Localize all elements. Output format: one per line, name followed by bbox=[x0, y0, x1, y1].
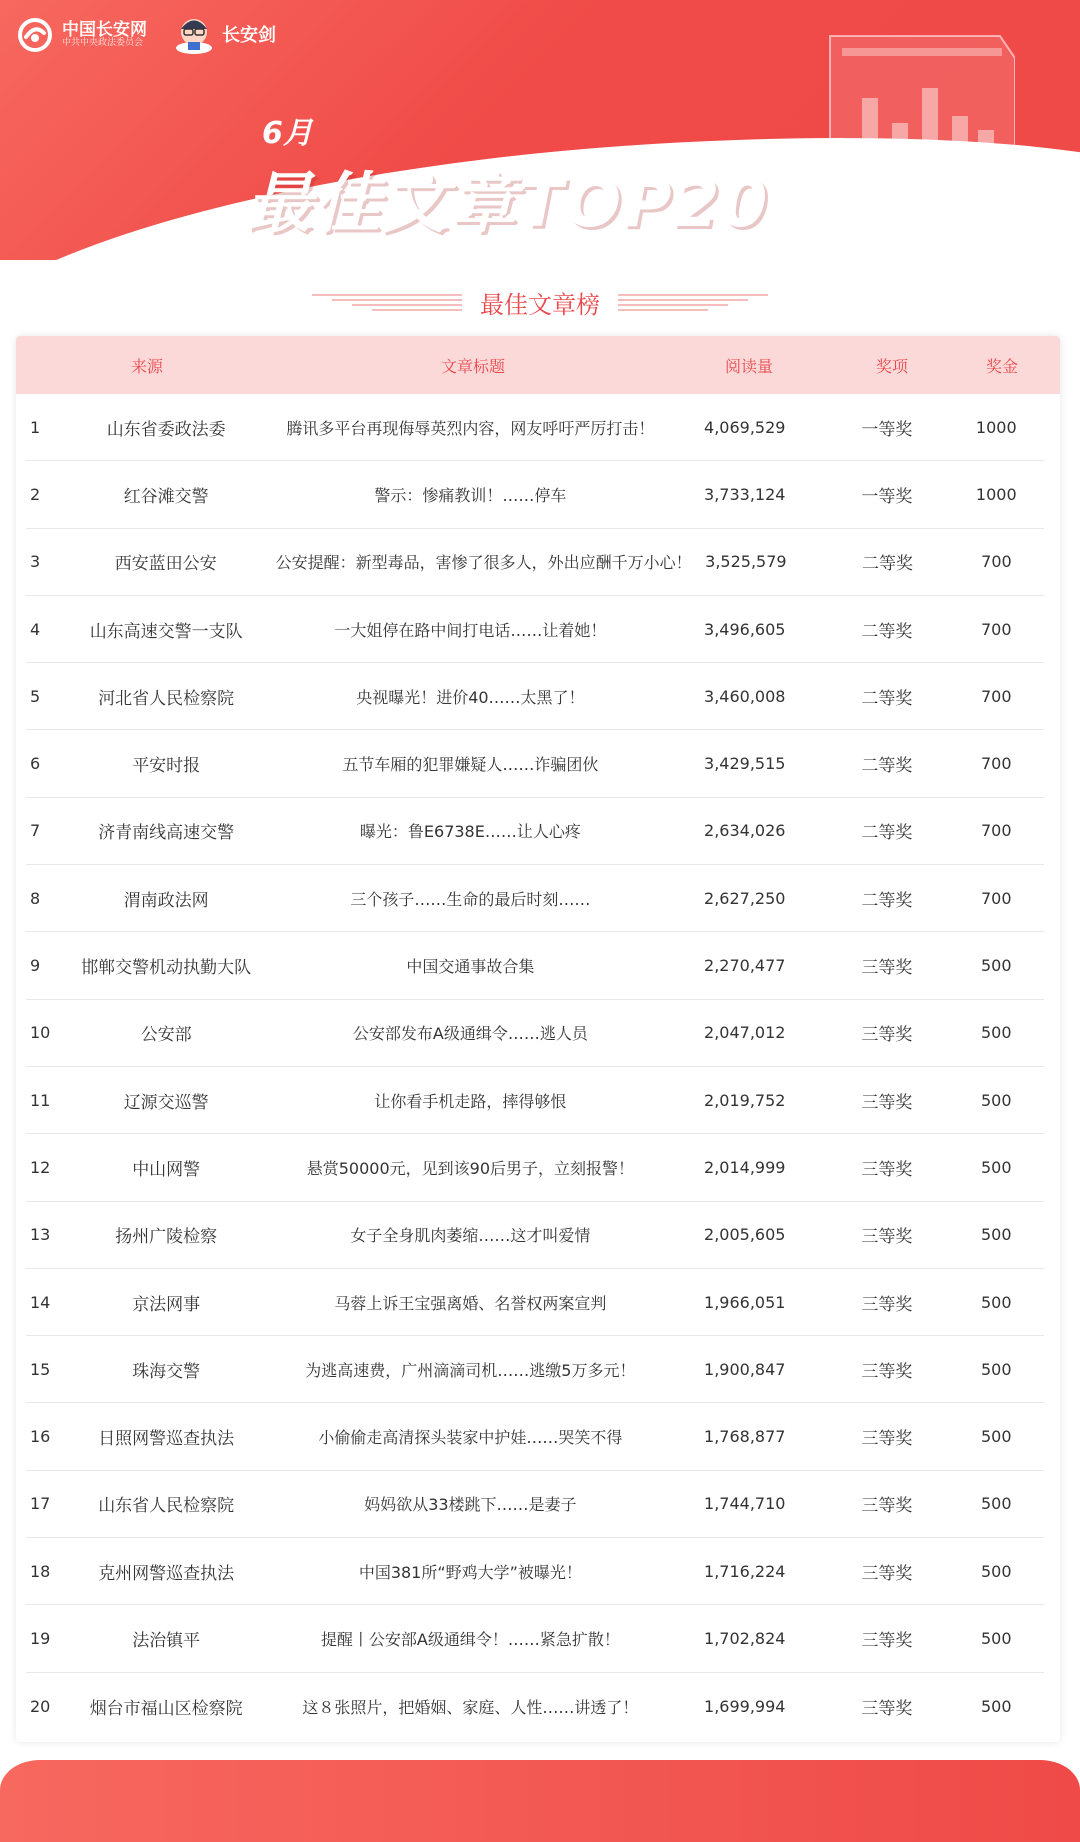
table-row[interactable] bbox=[26, 1673, 1044, 1740]
money-cell: 500 bbox=[980, 1359, 1012, 1379]
header-banner bbox=[0, 0, 1080, 260]
column-header-title: 文章标题 bbox=[440, 356, 505, 376]
money-cell: 500 bbox=[980, 956, 1012, 976]
column-header-source: 来源 bbox=[130, 356, 163, 376]
table-row[interactable] bbox=[26, 461, 1044, 528]
prize-cell: 三等奖 bbox=[861, 1227, 913, 1248]
reads-cell: 1,699,994 bbox=[704, 1696, 786, 1716]
reads-cell: 2,627,250 bbox=[704, 888, 786, 908]
article-title-cell[interactable]: 中国381所“野鸡大学”被曝光！ bbox=[358, 1562, 582, 1582]
prize-cell: 三等奖 bbox=[861, 1025, 913, 1046]
rank-cell: 3 bbox=[30, 552, 41, 572]
source-cell: 烟台市福山区检察院 bbox=[89, 1698, 243, 1719]
rank-cell: 9 bbox=[30, 956, 41, 976]
page-title: 最佳文章TOP20 bbox=[246, 165, 770, 242]
rank-cell: 10 bbox=[30, 1023, 51, 1043]
changan-logo-icon bbox=[18, 18, 52, 52]
reads-cell: 1,702,824 bbox=[704, 1628, 786, 1648]
article-title-cell[interactable]: 一大姐停在路中间打电话……让着她！ bbox=[334, 620, 607, 640]
article-title-cell[interactable]: 公安提醒：新型毒品，害惨了很多人，外出应酬千万小心！ bbox=[275, 553, 692, 573]
money-cell: 1000 bbox=[975, 417, 1017, 437]
bar-chart-decoration-icon bbox=[800, 18, 1015, 178]
source-cell: 平安时报 bbox=[132, 756, 201, 777]
prize-cell: 二等奖 bbox=[861, 621, 913, 642]
money-cell: 500 bbox=[980, 1561, 1012, 1581]
article-title-cell[interactable]: 妈妈欲从33楼跳下……是妻子 bbox=[364, 1495, 577, 1515]
source-cell: 中山网警 bbox=[132, 1159, 201, 1180]
money-cell: 500 bbox=[980, 1696, 1012, 1716]
source-cell: 西安蓝田公安 bbox=[114, 554, 217, 575]
rank-cell: 19 bbox=[30, 1628, 51, 1648]
source-cell: 辽源交巡警 bbox=[123, 1092, 209, 1113]
table-row[interactable] bbox=[26, 1336, 1044, 1403]
source-cell: 山东高速交警一支队 bbox=[89, 621, 243, 642]
money-cell: 700 bbox=[980, 686, 1012, 706]
right-lines-decoration-icon bbox=[618, 290, 768, 314]
rank-cell: 5 bbox=[30, 686, 41, 706]
rank-cell: 14 bbox=[30, 1292, 51, 1312]
section-heading bbox=[0, 282, 1080, 322]
table-row[interactable] bbox=[26, 865, 1044, 932]
prize-cell: 二等奖 bbox=[861, 688, 913, 709]
money-cell: 700 bbox=[980, 821, 1012, 841]
source-cell: 山东省人民检察院 bbox=[98, 1496, 235, 1517]
article-title-cell[interactable]: 中国交通事故合集 bbox=[406, 957, 535, 977]
source-cell: 扬州广陵检察 bbox=[115, 1227, 218, 1248]
prize-cell: 三等奖 bbox=[861, 1429, 913, 1450]
table-row[interactable] bbox=[26, 1000, 1044, 1067]
table-row[interactable] bbox=[26, 1538, 1044, 1605]
money-cell: 500 bbox=[980, 1023, 1012, 1043]
rank-cell: 11 bbox=[30, 1090, 51, 1110]
reads-cell: 3,525,579 bbox=[705, 552, 787, 572]
source-cell: 法治镇平 bbox=[132, 1630, 201, 1651]
reads-cell: 1,966,051 bbox=[704, 1292, 786, 1312]
prize-cell: 二等奖 bbox=[862, 554, 913, 575]
money-cell: 700 bbox=[980, 619, 1012, 639]
money-cell: 500 bbox=[980, 1494, 1012, 1514]
column-header-reads: 阅读量 bbox=[724, 356, 773, 376]
rank-cell: 6 bbox=[30, 754, 41, 774]
article-title-cell[interactable]: 小偷偷走高清探头装家中护娃……哭笑不得 bbox=[318, 1428, 623, 1448]
section-title: 最佳文章榜 bbox=[480, 290, 600, 319]
article-title-cell[interactable]: 公安部发布A级通缉令……逃人员 bbox=[352, 1024, 588, 1044]
table-row[interactable] bbox=[26, 394, 1044, 461]
money-cell: 700 bbox=[980, 888, 1012, 908]
reads-cell: 2,014,999 bbox=[704, 1157, 786, 1177]
rank-cell: 4 bbox=[30, 619, 41, 639]
article-title-cell[interactable]: 央视曝光！进价40……太黑了！ bbox=[356, 687, 585, 707]
rank-cell: 7 bbox=[30, 821, 41, 841]
article-title-cell[interactable]: 曝光：鲁E6738E……让人心疼 bbox=[359, 822, 581, 842]
brand[interactable] bbox=[18, 18, 147, 52]
left-lines-decoration-icon bbox=[312, 290, 462, 314]
rank-cell: 2 bbox=[30, 484, 41, 504]
month-label: 6月 bbox=[262, 116, 313, 151]
prize-cell: 一等奖 bbox=[861, 486, 913, 507]
prize-cell: 三等奖 bbox=[861, 1496, 913, 1517]
mascot-name: 长安剑 bbox=[222, 25, 276, 46]
reads-cell: 3,733,124 bbox=[704, 484, 786, 504]
changanjian-brand[interactable] bbox=[172, 14, 276, 54]
reads-cell: 3,429,515 bbox=[704, 754, 786, 774]
reads-cell: 3,460,008 bbox=[704, 686, 786, 706]
brand-subtitle: 中共中央政法委员会 bbox=[62, 38, 144, 49]
prize-cell: 一等奖 bbox=[861, 419, 913, 440]
prize-cell: 二等奖 bbox=[861, 756, 913, 777]
source-cell: 珠海交警 bbox=[132, 1361, 201, 1382]
article-title-cell[interactable]: 警示：惨痛教训！……停车 bbox=[374, 485, 567, 505]
prize-cell: 三等奖 bbox=[861, 1698, 913, 1719]
prize-cell: 二等奖 bbox=[861, 823, 913, 844]
rank-cell: 8 bbox=[30, 888, 41, 908]
rank-cell: 15 bbox=[30, 1359, 51, 1379]
brand-name: 中国长安网 bbox=[62, 19, 147, 40]
money-cell: 500 bbox=[980, 1427, 1012, 1447]
rank-cell: 20 bbox=[30, 1696, 51, 1716]
prize-cell: 三等奖 bbox=[861, 958, 913, 979]
prize-cell: 三等奖 bbox=[861, 1159, 913, 1180]
reads-cell: 2,005,605 bbox=[704, 1225, 786, 1245]
column-header-money: 奖金 bbox=[985, 356, 1018, 376]
table-row[interactable] bbox=[26, 1134, 1044, 1201]
column-header-prize: 奖项 bbox=[875, 356, 908, 376]
article-title-cell[interactable]: 这８张照片，把婚姻、家庭、人性……讲透了！ bbox=[302, 1697, 639, 1717]
money-cell: 700 bbox=[981, 552, 1012, 572]
reads-cell: 2,634,026 bbox=[704, 821, 786, 841]
money-cell: 1000 bbox=[975, 484, 1017, 504]
article-title-cell[interactable]: 让你看手机走路，摔得够恨 bbox=[374, 1091, 567, 1111]
prize-cell: 三等奖 bbox=[861, 1092, 913, 1113]
table-row[interactable] bbox=[26, 596, 1044, 663]
reads-cell: 1,900,847 bbox=[704, 1359, 786, 1379]
prize-cell: 三等奖 bbox=[861, 1294, 913, 1315]
prize-cell: 二等奖 bbox=[861, 890, 913, 911]
ranking-table bbox=[16, 336, 1060, 1742]
article-title-cell[interactable]: 腾讯多平台再现侮辱英烈内容，网友呼吁严厉打击！ bbox=[286, 418, 655, 438]
table-row[interactable] bbox=[26, 1067, 1044, 1134]
money-cell: 500 bbox=[980, 1292, 1012, 1312]
table-header bbox=[16, 336, 1060, 394]
source-cell: 邯郸交警机动执勤大队 bbox=[81, 958, 252, 979]
table-row[interactable] bbox=[26, 529, 1044, 596]
reads-cell: 1,744,710 bbox=[704, 1494, 786, 1514]
prize-cell: 三等奖 bbox=[861, 1630, 913, 1651]
source-cell: 京法网事 bbox=[132, 1294, 201, 1315]
footer-banner bbox=[0, 1760, 1080, 1842]
prize-cell: 三等奖 bbox=[861, 1361, 913, 1382]
source-cell: 河北省人民检察院 bbox=[98, 688, 235, 709]
reads-cell: 1,716,224 bbox=[704, 1561, 786, 1581]
source-cell: 日照网警巡查执法 bbox=[98, 1429, 235, 1450]
table-row[interactable] bbox=[26, 1403, 1044, 1470]
source-cell: 渭南政法网 bbox=[123, 890, 209, 911]
table-row[interactable] bbox=[26, 663, 1044, 730]
table-row[interactable] bbox=[26, 1605, 1044, 1672]
article-title-cell[interactable]: 为逃高速费，广州滴滴司机……逃缴5万多元！ bbox=[305, 1360, 636, 1380]
prize-cell: 三等奖 bbox=[861, 1563, 913, 1584]
source-cell: 济青南线高速交警 bbox=[98, 823, 235, 844]
source-cell: 公安部 bbox=[140, 1025, 192, 1046]
table-row[interactable] bbox=[26, 1202, 1044, 1269]
source-cell: 红谷滩交警 bbox=[123, 486, 209, 507]
table-body bbox=[16, 394, 1060, 1740]
article-title-cell[interactable]: 三个孩子……生命的最后时刻…… bbox=[350, 889, 591, 909]
article-title-cell[interactable]: 马蓉上诉王宝强离婚、名誉权两案宣判 bbox=[334, 1293, 607, 1313]
rank-cell: 12 bbox=[30, 1157, 51, 1177]
reads-cell: 1,768,877 bbox=[704, 1427, 786, 1447]
rank-cell: 18 bbox=[30, 1561, 51, 1581]
rank-cell: 1 bbox=[30, 417, 41, 437]
source-cell: 克州网警巡查执法 bbox=[98, 1563, 235, 1584]
money-cell: 500 bbox=[980, 1157, 1012, 1177]
table-row[interactable] bbox=[26, 730, 1044, 797]
article-title-cell[interactable]: 提醒丨公安部A级通缉令！……紧急扩散！ bbox=[320, 1629, 620, 1649]
reads-cell: 4,069,529 bbox=[704, 417, 786, 437]
reads-cell: 3,496,605 bbox=[704, 619, 786, 639]
rank-cell: 17 bbox=[30, 1494, 51, 1514]
money-cell: 500 bbox=[980, 1225, 1012, 1245]
article-title-cell[interactable]: 女子全身肌肉萎缩……这才叫爱情 bbox=[350, 1226, 591, 1246]
money-cell: 500 bbox=[980, 1090, 1012, 1110]
rank-cell: 16 bbox=[30, 1427, 51, 1447]
money-cell: 500 bbox=[980, 1628, 1012, 1648]
table-row[interactable] bbox=[26, 1471, 1044, 1538]
source-cell: 山东省委政法委 bbox=[106, 419, 226, 440]
rank-cell: 13 bbox=[30, 1225, 51, 1245]
reads-cell: 2,270,477 bbox=[704, 956, 786, 976]
mascot-avatar-icon bbox=[172, 14, 216, 54]
reads-cell: 2,019,752 bbox=[704, 1090, 786, 1110]
table-row[interactable] bbox=[26, 1269, 1044, 1336]
table-row[interactable] bbox=[26, 932, 1044, 999]
money-cell: 700 bbox=[980, 754, 1012, 774]
reads-cell: 2,047,012 bbox=[704, 1023, 786, 1043]
table-row[interactable] bbox=[26, 798, 1044, 865]
article-title-cell[interactable]: 五节车厢的犯罪嫌疑人……诈骗团伙 bbox=[342, 755, 599, 775]
article-title-cell[interactable]: 悬赏50000元，见到该90后男子，立刻报警！ bbox=[306, 1158, 635, 1178]
